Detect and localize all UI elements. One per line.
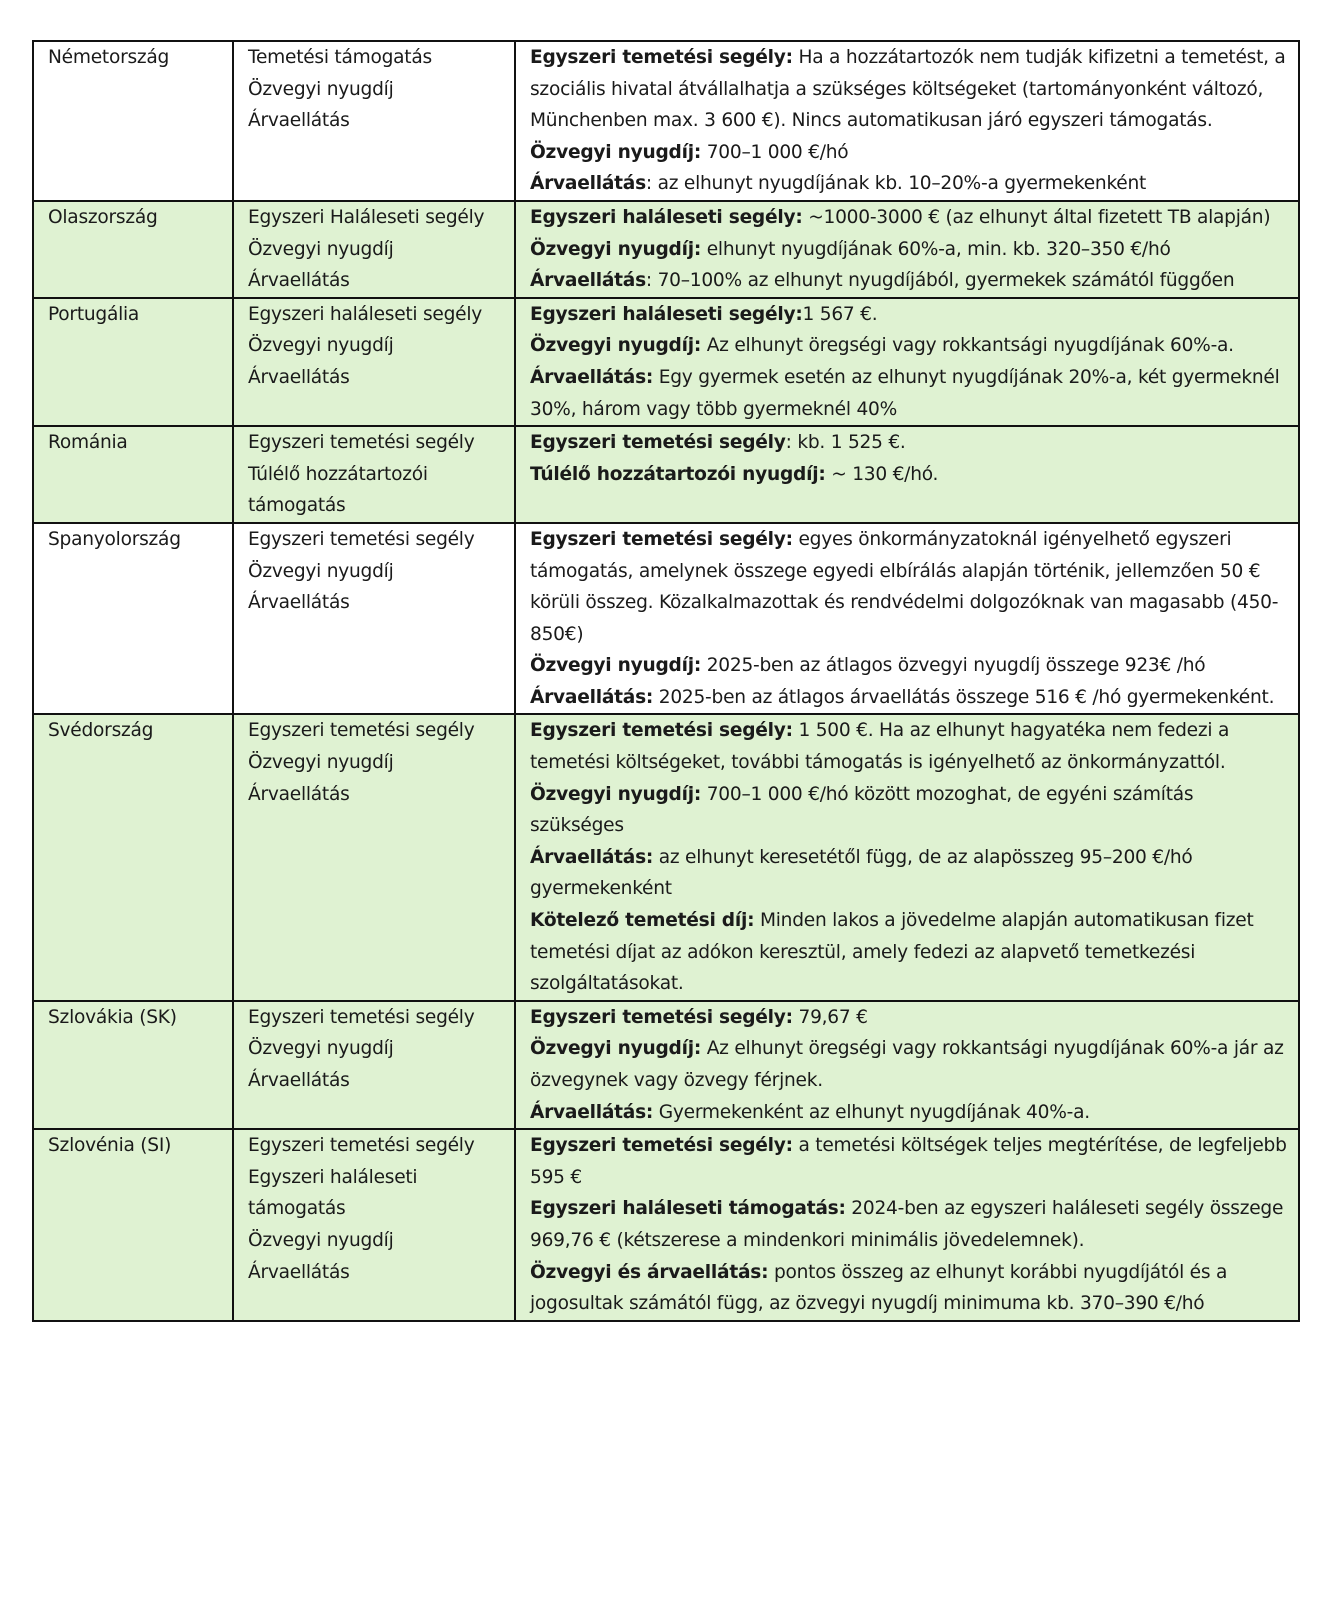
detail-paragraph xyxy=(530,1033,1288,1096)
detail-text: 2024-ben az egyszeri haláleseti segély összege 969,76 € (kétszerese a mindenkori minimális jövedelemnek). xyxy=(530,1198,1284,1251)
country-cell: Portugália xyxy=(33,298,233,426)
detail-paragraph xyxy=(530,137,1288,169)
detail-text: pontos összeg az elhunyt korábbi nyugdíjától és a jogosultak számától függ, az özvegyi nyugdíj minimuma kb. 370–390 €/hó xyxy=(530,1261,1228,1315)
detail-text: 700–1 000 €/hó között mozoghat, de egyéni számítás szükséges xyxy=(530,783,1194,837)
detail-text: egyes önkormányzatoknál igényelhető egyszeri támogatás, amelynek összege egyedi elbírálás alapján történik, jellemzően 50 € körüli összeg. Közalkalmazottak és rendvédelmi dolgozóknak van magasabb (450-850€) xyxy=(530,528,1279,645)
detail-text: Egy gyermek esetén az elhunyt nyugdíjának 20%-a, két gyermeknél 30%, három vagy több gyermeknél 40% xyxy=(530,366,1280,420)
detail-paragraph xyxy=(530,682,1288,714)
detail-paragraph xyxy=(530,330,1288,362)
detail-text: 2025-ben az átlagos özvegyi nyugdíj összege 923€ /hó xyxy=(701,655,1206,677)
benefits-table-sheet xyxy=(32,40,1298,1322)
table-row xyxy=(33,1001,1299,1129)
details-cell xyxy=(515,1129,1299,1321)
benefits-cell xyxy=(233,714,515,1000)
detail-label: Árvaellátás xyxy=(530,270,646,292)
table-row xyxy=(33,523,1299,715)
benefits-cell xyxy=(233,1129,515,1321)
detail-text: : az elhunyt nyugdíjának kb. 10–20%-a gyermekenként xyxy=(645,173,1147,195)
benefit-item: Özvegyi nyugdíj xyxy=(248,78,394,100)
detail-paragraph xyxy=(530,650,1288,682)
detail-label: Árvaellátás: xyxy=(530,846,654,868)
detail-paragraph xyxy=(530,42,1288,137)
detail-label: Túlélő hozzátartozói nyugdíj: xyxy=(530,463,826,485)
details-cell xyxy=(515,201,1299,298)
detail-text: ~ 130 €/hó. xyxy=(825,463,939,485)
detail-label: Árvaellátás: xyxy=(530,686,654,708)
benefit-item: Özvegyi nyugdíj xyxy=(248,752,394,774)
details-cell xyxy=(515,714,1299,1000)
benefit-item: Temetési támogatás xyxy=(248,47,432,68)
benefits-cell xyxy=(233,1001,515,1129)
detail-label: Kötelező temetési díj: xyxy=(530,910,755,932)
table-row xyxy=(33,714,1299,1000)
detail-text: az elhunyt keresetétől függ, de az alapösszeg 95–200 €/hó gyermekenként xyxy=(530,846,1193,900)
detail-paragraph xyxy=(530,362,1288,425)
benefit-item: Árvaellátás xyxy=(248,366,350,388)
detail-paragraph xyxy=(530,1002,1288,1034)
table-row xyxy=(33,298,1299,426)
detail-text: : 70–100% az elhunyt nyugdíjából, gyermekek számától függően xyxy=(645,270,1235,292)
benefit-item: Özvegyi nyugdíj xyxy=(248,560,394,582)
detail-paragraph xyxy=(530,299,1288,331)
details-cell xyxy=(515,426,1299,523)
benefit-item: Egyszeri temetési segély xyxy=(248,1135,475,1157)
detail-label: Egyszeri haláleseti segély: xyxy=(530,303,803,325)
benefit-item: Egyszeri temetési segély xyxy=(248,720,475,742)
detail-label: Özvegyi nyugdíj: xyxy=(530,1038,702,1060)
detail-paragraph xyxy=(530,524,1288,650)
details-cell xyxy=(515,41,1299,201)
detail-label: Árvaellátás: xyxy=(530,366,654,388)
benefit-item: Egyszeri Haláleseti segély xyxy=(248,206,485,228)
detail-text: Az elhunyt öregségi vagy rokkantsági nyugdíjának 60%-a jár az özvegynek vagy özvegy férjnek. xyxy=(530,1038,1284,1091)
benefit-item: Egyszeri haláleseti segély xyxy=(248,303,483,325)
detail-paragraph xyxy=(530,459,1288,491)
detail-text: a temetési költségek teljes megtérítése, de legfeljebb 595 € xyxy=(530,1135,1287,1188)
benefit-item: Egyszeri temetési segély xyxy=(248,1006,475,1028)
detail-label: Egyszeri temetési segély: xyxy=(530,1135,793,1157)
benefits-table xyxy=(32,40,1300,1322)
benefit-item: Özvegyi nyugdíj xyxy=(248,1229,394,1251)
country-cell: Szlovákia (SK) xyxy=(33,1001,233,1129)
detail-label: Egyszeri temetési segély: xyxy=(530,528,793,550)
detail-text: : kb. 1 525 €. xyxy=(785,432,906,454)
detail-label: Egyszeri haláleseti segély: xyxy=(530,206,803,228)
detail-text: Az elhunyt öregségi vagy rokkantsági nyugdíjának 60%-a. xyxy=(701,335,1234,357)
benefit-item: Árvaellátás xyxy=(248,270,350,292)
detail-label: Árvaellátás xyxy=(530,173,646,195)
detail-paragraph xyxy=(530,1193,1288,1256)
detail-label: Egyszeri temetési segély: xyxy=(530,47,793,68)
benefits-cell xyxy=(233,41,515,201)
detail-text: Ha a hozzátartozók nem tudják kifizetni a temetést, a szociális hivatal átvállalhatja a szükséges költségeket (tartományonként változó, Münchenben max. 3 600 €). Nincs automatikusan járó egyszeri támogatás. xyxy=(530,47,1286,132)
table-row xyxy=(33,201,1299,298)
country-cell: Románia xyxy=(33,426,233,523)
benefit-item: Árvaellátás xyxy=(248,592,350,614)
table-body xyxy=(33,41,1299,1321)
detail-paragraph xyxy=(530,202,1288,234)
benefit-item: Egyszeri temetési segély xyxy=(248,528,475,550)
detail-text: 1 500 €. Ha az elhunyt hagyatéka nem fedezi a temetési költségeket, további támogatás is igényelhető az önkormányzattól. xyxy=(530,720,1230,774)
detail-paragraph xyxy=(530,427,1288,459)
benefit-item: Túlélő hozzátartozói támogatás xyxy=(248,463,428,517)
table-row xyxy=(33,41,1299,201)
detail-text: ~1000-3000 € (az elhunyt által fizetett TB alapján) xyxy=(802,206,1271,228)
detail-label: Özvegyi nyugdíj: xyxy=(530,335,702,357)
detail-text: 79,67 € xyxy=(792,1006,868,1028)
detail-paragraph xyxy=(530,1130,1288,1193)
detail-label: Egyszeri haláleseti támogatás: xyxy=(530,1198,846,1220)
benefits-cell xyxy=(233,426,515,523)
detail-paragraph xyxy=(530,265,1288,297)
detail-paragraph xyxy=(530,168,1288,200)
detail-text: Gyermekenként az elhunyt nyugdíjának 40%-a. xyxy=(653,1101,1090,1123)
benefits-cell xyxy=(233,201,515,298)
detail-text: 1 567 €. xyxy=(802,303,878,325)
benefit-item: Árvaellátás xyxy=(248,1070,350,1091)
detail-label: Özvegyi nyugdíj: xyxy=(530,655,702,677)
detail-paragraph xyxy=(530,905,1288,1000)
details-cell xyxy=(515,523,1299,715)
benefits-cell xyxy=(233,298,515,426)
detail-paragraph xyxy=(530,715,1288,778)
country-cell: Olaszország xyxy=(33,201,233,298)
detail-paragraph xyxy=(530,1097,1288,1129)
benefit-item: Özvegyi nyugdíj xyxy=(248,1038,394,1060)
detail-text: 2025-ben az átlagos árvaellátás összege 516 € /hó gyermekenként. xyxy=(653,686,1275,708)
benefits-cell xyxy=(233,523,515,715)
benefit-item: Árvaellátás xyxy=(248,783,350,805)
detail-label: Özvegyi nyugdíj: xyxy=(530,783,702,805)
country-cell: Spanyolország xyxy=(33,523,233,715)
country-cell: Németország xyxy=(33,41,233,201)
country-cell: Szlovénia (SI) xyxy=(33,1129,233,1321)
detail-text: elhunyt nyugdíjának 60%-a, min. kb. 320–350 €/hó xyxy=(701,238,1171,260)
detail-paragraph xyxy=(530,842,1288,905)
benefit-item: Egyszeri haláleseti támogatás xyxy=(248,1166,418,1220)
table-row xyxy=(33,426,1299,523)
detail-label: Árvaellátás: xyxy=(530,1101,654,1123)
benefit-item: Egyszeri temetési segély xyxy=(248,432,475,454)
benefit-item: Özvegyi nyugdíj xyxy=(248,238,394,260)
detail-paragraph xyxy=(530,1257,1288,1320)
detail-label: Özvegyi nyugdíj: xyxy=(530,141,702,163)
detail-label: Egyszeri temetési segély: xyxy=(530,1006,793,1028)
detail-paragraph xyxy=(530,234,1288,266)
details-cell xyxy=(515,298,1299,426)
detail-text: 700–1 000 €/hó xyxy=(701,141,849,163)
details-cell xyxy=(515,1001,1299,1129)
benefit-item: Özvegyi nyugdíj xyxy=(248,335,394,357)
detail-paragraph xyxy=(530,779,1288,842)
table-row xyxy=(33,1129,1299,1321)
benefit-item: Árvaellátás xyxy=(248,110,350,132)
detail-label: Egyszeri temetési segély xyxy=(530,432,786,454)
benefit-item: Árvaellátás xyxy=(248,1261,350,1283)
detail-label: Özvegyi nyugdíj: xyxy=(530,238,702,260)
detail-text: Minden lakos a jövedelme alapján automatikusan fizet temetési díjat az adókon keresztül, amely fedezi az alapvető temetkezési szolgáltatásokat. xyxy=(530,910,1254,995)
country-cell: Svédország xyxy=(33,714,233,1000)
detail-label: Özvegyi és árvaellátás: xyxy=(530,1261,769,1283)
detail-label: Egyszeri temetési segély: xyxy=(530,720,793,742)
